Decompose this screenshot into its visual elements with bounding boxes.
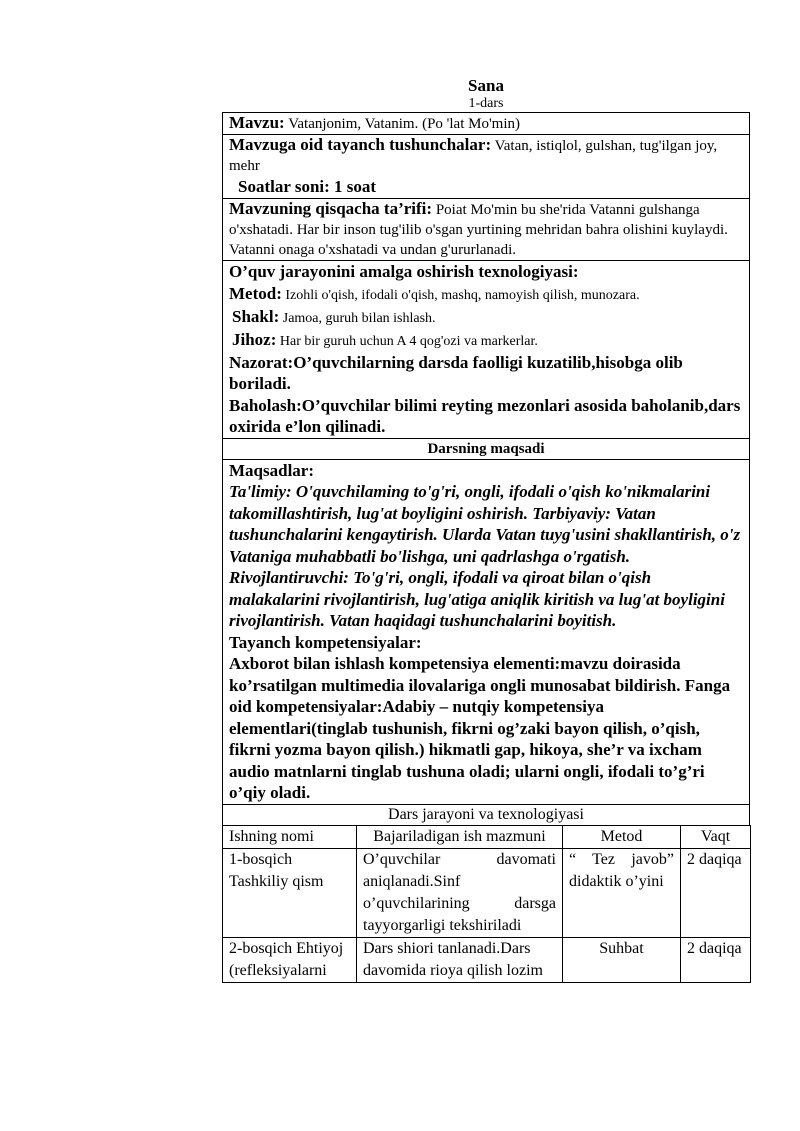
table-row: [223, 937, 751, 982]
column-header: Ishning nomi: [223, 825, 357, 848]
table-cell: Dars shiori tanlanadi.Dars davomida rioya qilish lozim: [357, 937, 563, 982]
shakl-text: Jamoa, guruh bilan ishlash.: [282, 310, 436, 326]
table-cell: Suhbat: [563, 937, 681, 982]
mavzu-label: Mavzu:: [229, 113, 285, 132]
texnologiya-row: [223, 261, 750, 439]
tarif-row: [223, 199, 750, 261]
soatlar-soni: Soatlar soni: 1 soat: [238, 177, 377, 196]
column-header: Metod: [563, 825, 681, 848]
table-cell: 2 daqiqa: [681, 937, 751, 982]
dars-jarayoni-table: [222, 825, 751, 983]
maqsadlar-label: Maqsadlar:: [229, 460, 314, 480]
table-cell: “ Tez javob” didaktik o’yini: [563, 848, 681, 937]
mavzu-row: [223, 113, 750, 135]
table-row: [223, 848, 751, 937]
column-header: Vaqt: [681, 825, 751, 848]
jihoz-label: Jihoz:: [232, 329, 277, 349]
metod-label: Metod:: [229, 283, 282, 303]
metod-text: Izohli o'qish, ifodali o'qish, mashq, namoyish qilish, munozara.: [285, 287, 640, 303]
table-cell: O’quvchilar davomati aniqlanadi.Sinf o’quvchilarining darsga tayyorgarligi tekshiriladi: [357, 848, 563, 937]
column-header: Bajariladigan ish mazmuni: [357, 825, 563, 848]
table-cell: 2 daqiqa: [681, 848, 751, 937]
lesson-number: 1-dars: [468, 96, 504, 111]
maqsad-heading: Darsning maqsadi: [223, 438, 750, 459]
jarayon-heading-row: [223, 804, 750, 825]
table-cell: 1-bosqich Tashkiliy qism: [223, 848, 357, 937]
texnologiya-title: O’quv jarayonini amalga oshirish texnologiyasi:: [229, 262, 579, 281]
jihoz-text: Har bir guruh uchun A 4 qog'ozi va markerlar.: [279, 333, 538, 349]
tayanch-row: [223, 135, 750, 199]
baholash-text: Baholash:O’quvchilar bilimi reyting mezonlari asosida baholanib,dars oxirida e’lon qilinadi.: [229, 395, 741, 436]
table-cell: 2-bosqich Ehtiyoj (refleksiyalarni: [223, 937, 357, 982]
tarif-label: Mavzuning qisqacha ta’rifi:: [229, 199, 433, 218]
nazorat-text: Nazorat:O’quvchilarning darsda faolligi kuzatilib,hisobga olib boriladi.: [229, 352, 683, 393]
maqsadlar-text: Ta'limiy: O'quvchilaming to'g'ri, ongli, ifodali o'qish ko'nikmalarini takomillashtirish, lug'at boyligini oshirish. Tarbiyaviy: Vatan tushunchalarini kengaytirish. Ularda Vatan tuyg'usini shakllantirish, o'z Vataniga muhabbatli bo'lishga, uni qadrlashga o'rgatish. Rivojlantiruvchi: To'g'ri, ongli, ifodali va qiroat bilan o'qish malakalarini rivojlantirish, lug'atiga aniqlik kiritish va lug'at boyligini rivojlantirish. Vatan haqidagi tushunchalarini boyitish.: [229, 482, 741, 630]
tarif-text: Poiat Mo'min bu she'rida Vatanni gulshanga o'xshatadi. Har bir inson tug'ilib o'sgan yurtining mehridan bahra olishini kuylaydi. Vatanni onaga o'xshatadi va undan g'ururlanadi.: [229, 202, 728, 258]
jarayon-heading: Dars jarayoni va texnologiyasi: [223, 804, 750, 825]
mavzu-text: Vatanjonim, Vatanim. (Po 'lat Mo'min): [288, 116, 520, 132]
maqsad-heading-row: [223, 438, 750, 459]
lesson-plan-page: [222, 76, 750, 983]
tayanch-label: Mavzuga oid tayanch tushunchalar:: [229, 135, 492, 154]
maqsad-row: [223, 459, 750, 804]
shakl-label: Shakl:: [232, 306, 280, 326]
tayanch-text: Vatan, istiqlol, gulshan, tug'ilgan joy, mehr: [229, 138, 718, 174]
kompetensiya-text: Axborot bilan ishlash kompetensiya elementi:mavzu doirasida ko’rsatilgan multimedia ilovalariga ongli munosabat bildirish. Fanga oid kompetensiyalar:Adabiy – nutqiy kompetensiya elementlari(tinglab tushunish, fikrni og’zaki bayon qilish, o’qish, fikrni yozma bayon qilish.) hikmatli gap, hikoya, she’r va ixcham audio matnlarni tinglab tushuna oladi; ularni ongli, ifodali to’g’ri o’qiy oladi.: [229, 654, 731, 802]
page-title: Sana: [468, 76, 504, 95]
lesson-plan-table: [222, 112, 750, 826]
table-header-row: [223, 825, 751, 848]
kompetensiya-label: Tayanch kompetensiyalar:: [229, 632, 422, 652]
